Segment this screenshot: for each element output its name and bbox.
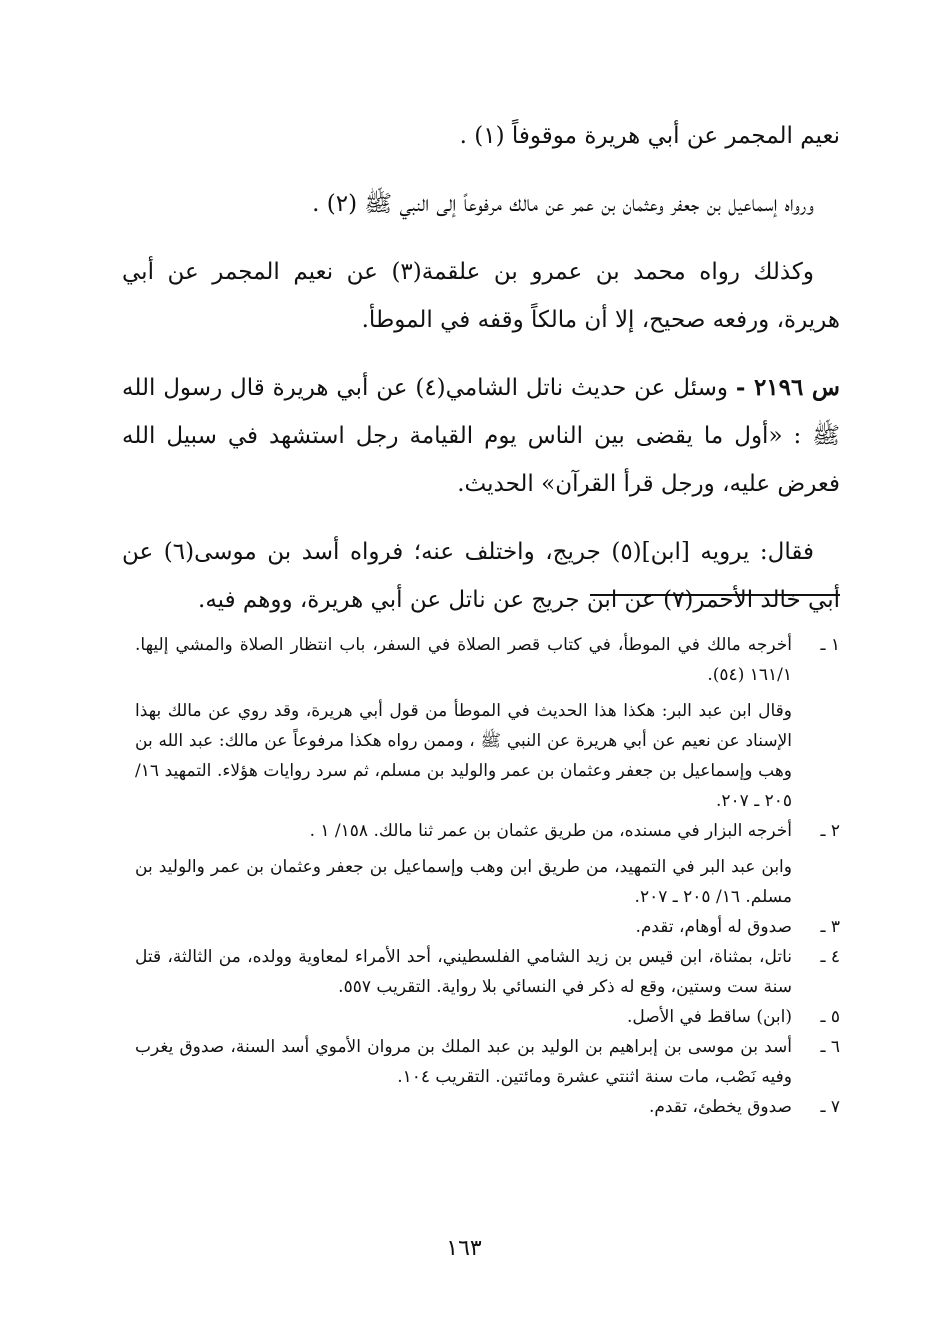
footnote-1 <box>135 630 840 816</box>
footnote-text: ناتل، بمثناة، ابن قيس بن زيد الشامي الفلسطيني، أحد الأمراء لمعاوية وولده، من الثالثة، قتل سنة ست وستين، وقع له ذكر في النسائي بلا رواية. التقريب ٥٥٧. <box>135 947 792 997</box>
footnote-text: أخرجه البزار في مسنده، من طريق عثمان بن عمر ثنا مالك. ١٥٨/ ١ . <box>309 821 792 841</box>
footnote-body <box>135 816 792 912</box>
footnote-body <box>135 912 792 942</box>
footnote-text: وقال ابن عبد البر: هكذا هذا الحديث في الموطأ من قول أبي هريرة، وقد روي عن مالك بهذا الإسناد عن نعيم عن أبي هريرة عن النبي ﷺ ، وممن رواه هكذا مرفوعاً عن مالك: عبد الله بن وهب وإسماعيل بن جعفر وعثمان بن عمر والوليد بن مسلم، ثم سرد روايات هؤلاء. التمهيد ١٦/ ٢٠٥ ـ ٢٠٧. <box>135 701 792 811</box>
footnote-7 <box>135 1092 840 1122</box>
footnote-number: ٥ ـ <box>820 1007 840 1027</box>
footnote-body <box>135 1002 792 1032</box>
footnote-text: أسد بن موسى بن إبراهيم بن الوليد بن عبد الملك بن مروان الأموي أسد السنة، صدوق يغرب وفيه نَصْب، مات سنة اثنتي عشرة ومائتين. التقريب ١٠٤. <box>135 1037 792 1087</box>
footnote-text: وابن عبد البر في التمهيد، من طريق ابن وهب وإسماعيل بن جعفر وعثمان بن عمر والوليد بن مسلم. ١٦/ ٢٠٥ ـ ٢٠٧. <box>135 857 792 907</box>
paragraph-2: ورواه إسماعيل بن جعفر وعثمان بن عمر عن مالك مرفوعاً إلى النبي ﷺ (٢) . <box>312 191 814 217</box>
main-text <box>122 112 840 644</box>
footnote-body <box>135 1092 792 1122</box>
paragraph-1: نعيم المجمر عن أبي هريرة موقوفاً (١) . <box>459 123 840 149</box>
footnote-2 <box>135 816 840 912</box>
footnote-3 <box>135 912 840 942</box>
footnote-number: ٦ ـ <box>820 1037 840 1057</box>
question-text: وسئل عن حديث ناتل الشامي(٤) عن أبي هريرة قال رسول الله ﷺ : «أول ما يقضى بين الناس يوم القيامة رجل استشهد في سبيل الله فعرض عليه، ورجل قرأ القرآن» الحديث. <box>122 375 840 497</box>
page-number: ١٦٣ <box>446 1236 482 1261</box>
footnote-4 <box>135 942 840 1002</box>
footnote-number: ٣ ـ <box>820 917 840 937</box>
footnote-text: صدوق يخطئ، تقدم. <box>648 1097 792 1117</box>
footnote-text: صدوق له أوهام، تقدم. <box>635 917 792 937</box>
footnote-number: ٢ ـ <box>820 821 840 841</box>
footnote-number: ٤ ـ <box>820 947 840 967</box>
footnote-text: أخرجه مالك في الموطأ، في كتاب قصر الصلاة في السفر، باب انتظار الصلاة والمشي إليها. ١٦١/١ (٥٤). <box>135 635 792 685</box>
footnote-number: ١ ـ <box>820 635 840 655</box>
footnote-separator <box>590 594 840 596</box>
question-paragraph <box>122 364 840 508</box>
footnotes <box>135 630 840 1122</box>
footnote-number: ٧ ـ <box>820 1097 840 1117</box>
paragraph-3: وكذلك رواه محمد بن عمرو بن علقمة(٣) عن نعيم المجمر عن أبي هريرة، ورفعه صحيح، إلا أن مالكاً وقفه في الموطأ. <box>122 259 840 333</box>
question-number: س ٢١٩٦ - <box>735 374 840 401</box>
footnote-6 <box>135 1032 840 1092</box>
footnote-text: (ابن) ساقط في الأصل. <box>627 1007 792 1027</box>
footnote-5 <box>135 1002 840 1032</box>
footnote-body <box>135 630 792 816</box>
footnote-body <box>135 942 792 1002</box>
footnote-body <box>135 1032 792 1092</box>
paragraph-5: فقال: يرويه [ابن](٥) جريج، واختلف عنه؛ فرواه أسد بن موسى(٦) عن أبي خالد الأحمر(٧) عن ابن جريج عن ناتل عن أبي هريرة، ووهم فيه. <box>122 539 840 613</box>
